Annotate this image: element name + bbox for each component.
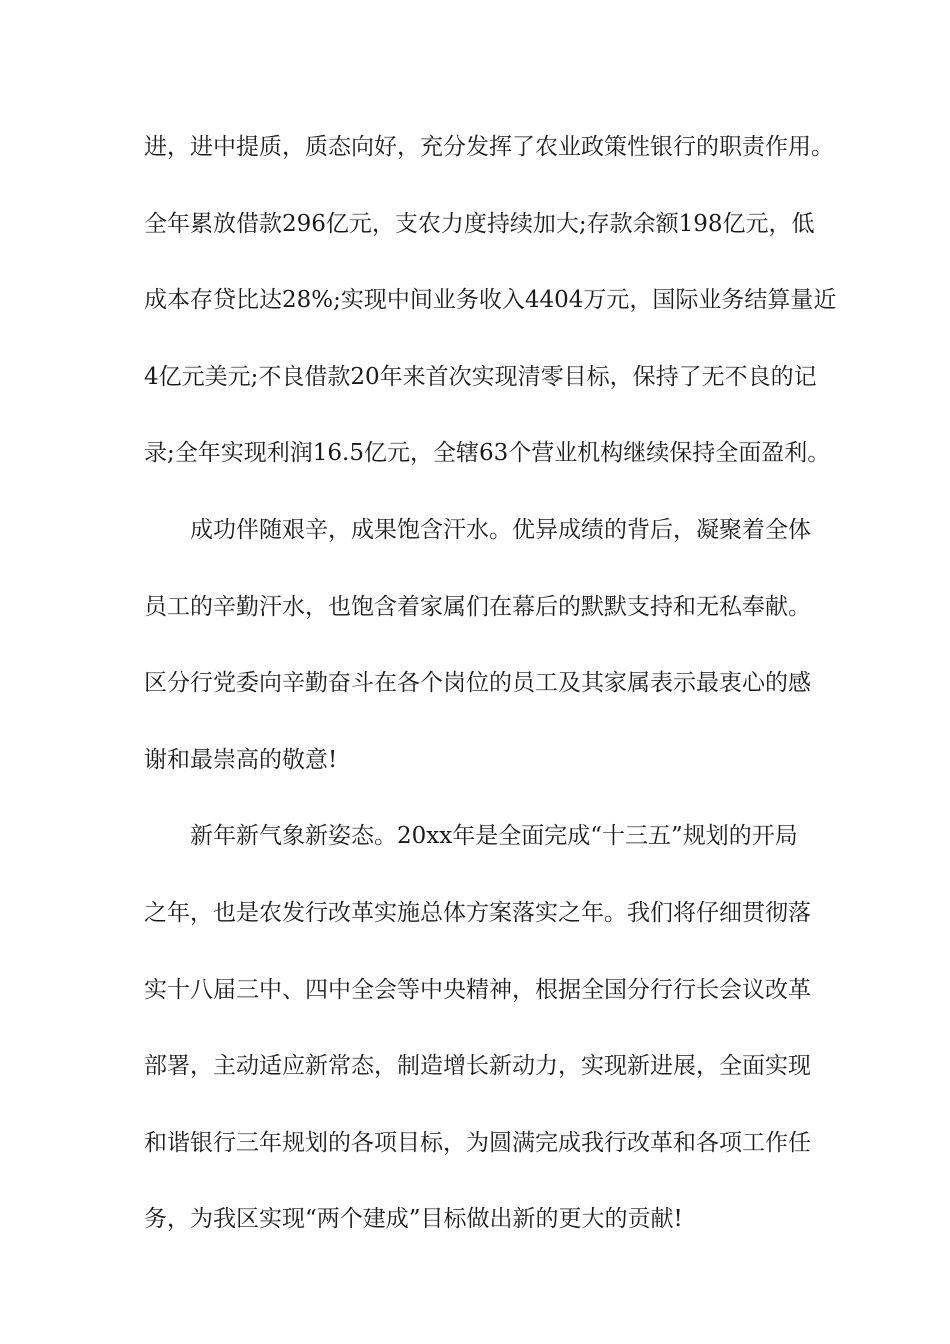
text-line: 4亿元美元;不良借款20年来首次实现清零目标，保持了无不良的记: [144, 363, 817, 390]
text-line: 进，进中提质，质态向好，充分发挥了农业政策性银行的职责作用。: [144, 134, 834, 160]
text-line: 录;全年实现利润16.5亿元，全辖63个营业机构继续保持全面盈利。: [144, 440, 831, 467]
text-line: 部署，主动适应新常态，制造增长新动力，实现新进展，全面实现: [144, 1053, 811, 1080]
text-line: 谢和最崇高的敬意!: [144, 746, 338, 773]
text-line: 成本存贷比达28%;实现中间业务收入4404万元，国际业务结算量近: [144, 287, 837, 314]
text-line: 全年累放借款296亿元，支农力度持续加大;存款余额198亿元，低: [144, 210, 815, 237]
paragraph-start-line: 成功伴随艰辛，成果饱含汗水。优异成绩的背后，凝聚着全体: [190, 516, 811, 543]
text-line: 和谐银行三年规划的各项目标，为圆满完成我行改革和各项工作任: [144, 1129, 811, 1156]
paragraph-start-line: 新年新气象新姿态。20xx年是全面完成“十三五”规划的开局: [190, 823, 798, 850]
body-text: [144, 128, 837, 1277]
text-line: 区分行党委向辛勤奋斗在各个岗位的员工及其家属表示最衷心的感: [144, 670, 811, 697]
text-line: 之年，也是农发行改革实施总体方案落实之年。我们将仔细贯彻落: [144, 899, 811, 926]
text-line: 务，为我区实现“两个建成”目标做出新的更大的贡献!: [144, 1206, 683, 1233]
text-line: 实十八届三中、四中全会等中央精神，根据全国分行行长会议改革: [144, 976, 811, 1003]
text-line: 员工的辛勤汗水，也饱含着家属们在幕后的默默支持和无私奉献。: [144, 593, 811, 620]
